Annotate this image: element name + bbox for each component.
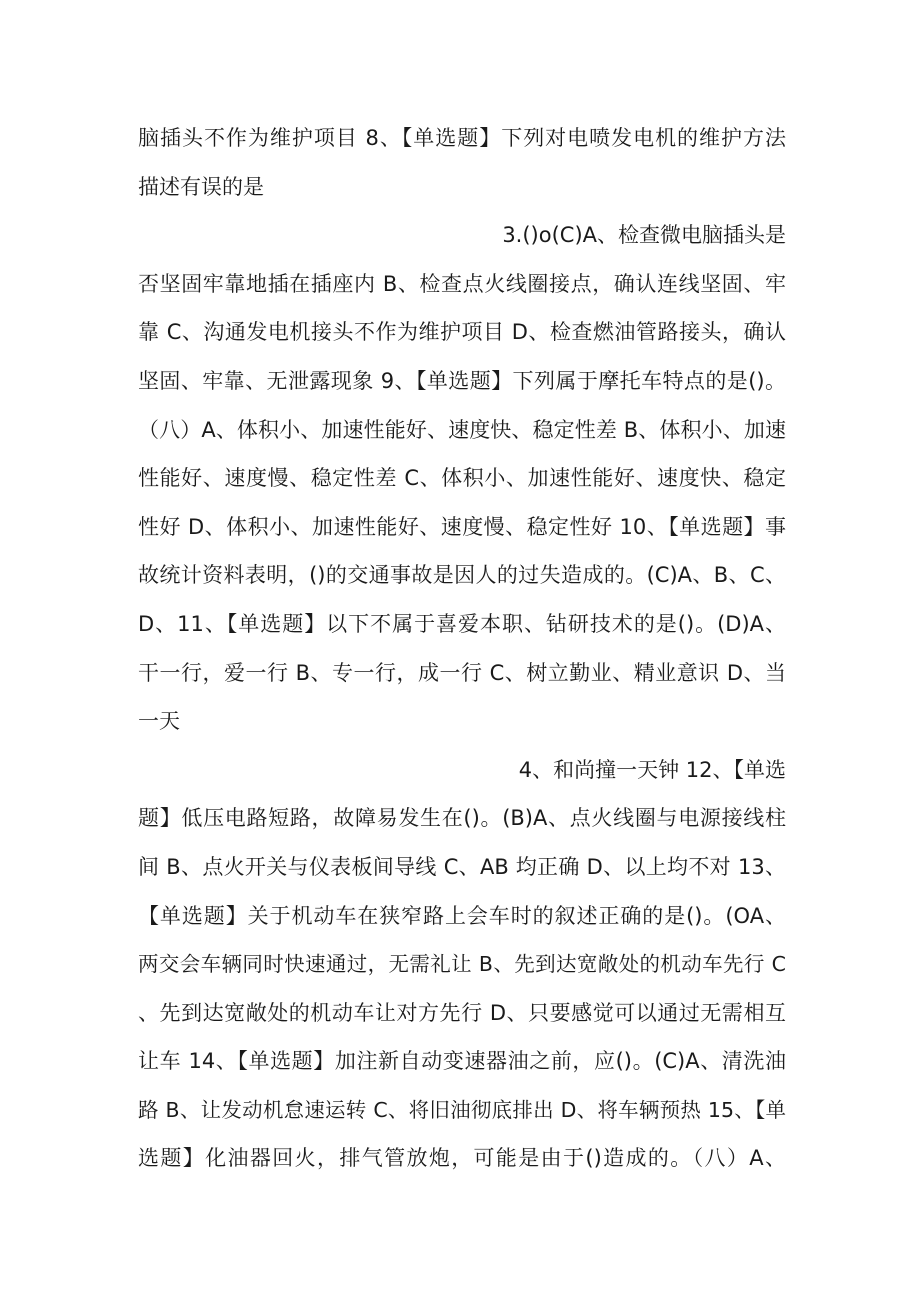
text-line: 4、和尚撞一天钟 12、【单选 bbox=[518, 757, 786, 782]
text-line: 干一行，爱一行 B、专一行，成一行 C、树立勤业、精业意识 D、当 bbox=[138, 660, 786, 685]
document-body-text bbox=[138, 114, 786, 1183]
text-line: 性能好、速度慢、稳定性差 C、体积小、加速性能好、速度快、稳定 bbox=[138, 466, 786, 491]
text-line: 故统计资料表明，()的交通事故是因人的过失造成的。(C)A、B、C、 bbox=[138, 563, 786, 588]
text-line: 选题】化油器回火，排气管放炮，可能是由于()造成的。（八）A、 bbox=[138, 1146, 786, 1171]
text-line: 3.()o(C)A、检查微电脑插头是 bbox=[502, 223, 786, 248]
text-line: 脑插头不作为维护项目 8、【单选题】下列对电喷发电机的维护方法 bbox=[138, 126, 786, 150]
text-line: 让车 14、【单选题】加注新自动变速器油之前，应()。(C)A、清洗油 bbox=[138, 1049, 786, 1074]
text-line: （八）A、体积小、加速性能好、速度快、稳定性差 B、体积小、加速 bbox=[138, 417, 786, 442]
text-line: 间 B、点火开关与仪表板间导线 C、AB 均正确 D、以上均不对 13、 bbox=[138, 854, 786, 879]
text-line: 描述有误的是 bbox=[138, 174, 264, 199]
text-line: 坚固、牢靠、无泄露现象 9、【单选题】下列属于摩托车特点的是()。 bbox=[138, 368, 786, 393]
text-line: 一天 bbox=[138, 709, 180, 734]
text-line: 两交会车辆同时快速通过，无需礼让 B、先到达宽敞处的机动车先行 C bbox=[138, 952, 786, 977]
text-line: 【单选题】关于机动车在狭窄路上会车时的叙述正确的是()。(OA、 bbox=[138, 903, 786, 928]
text-line: D、11、【单选题】以下不属于喜爱本职、钻研技术的是()。(D)A、 bbox=[138, 611, 786, 636]
text-line: 路 B、让发动机怠速运转 C、将旧油彻底排出 D、将车辆预热 15、【单 bbox=[138, 1097, 786, 1122]
text-line: 题】低压电路短路，故障易发生在()。(B)A、点火线圈与电源接线柱 bbox=[138, 806, 786, 831]
text-line: 靠 C、沟通发电机接头不作为维护项目 D、检查燃油管路接头，确认 bbox=[138, 320, 786, 345]
text-line: 性好 D、体积小、加速性能好、速度慢、稳定性好 10、【单选题】事 bbox=[138, 514, 786, 539]
text-line: 、先到达宽敞处的机动车让对方先行 D、只要感觉可以通过无需相互 bbox=[138, 1000, 786, 1025]
text-line: 否坚固牢靠地插在插座内 B、检查点火线圈接点，确认连线坚固、牢 bbox=[138, 271, 786, 296]
